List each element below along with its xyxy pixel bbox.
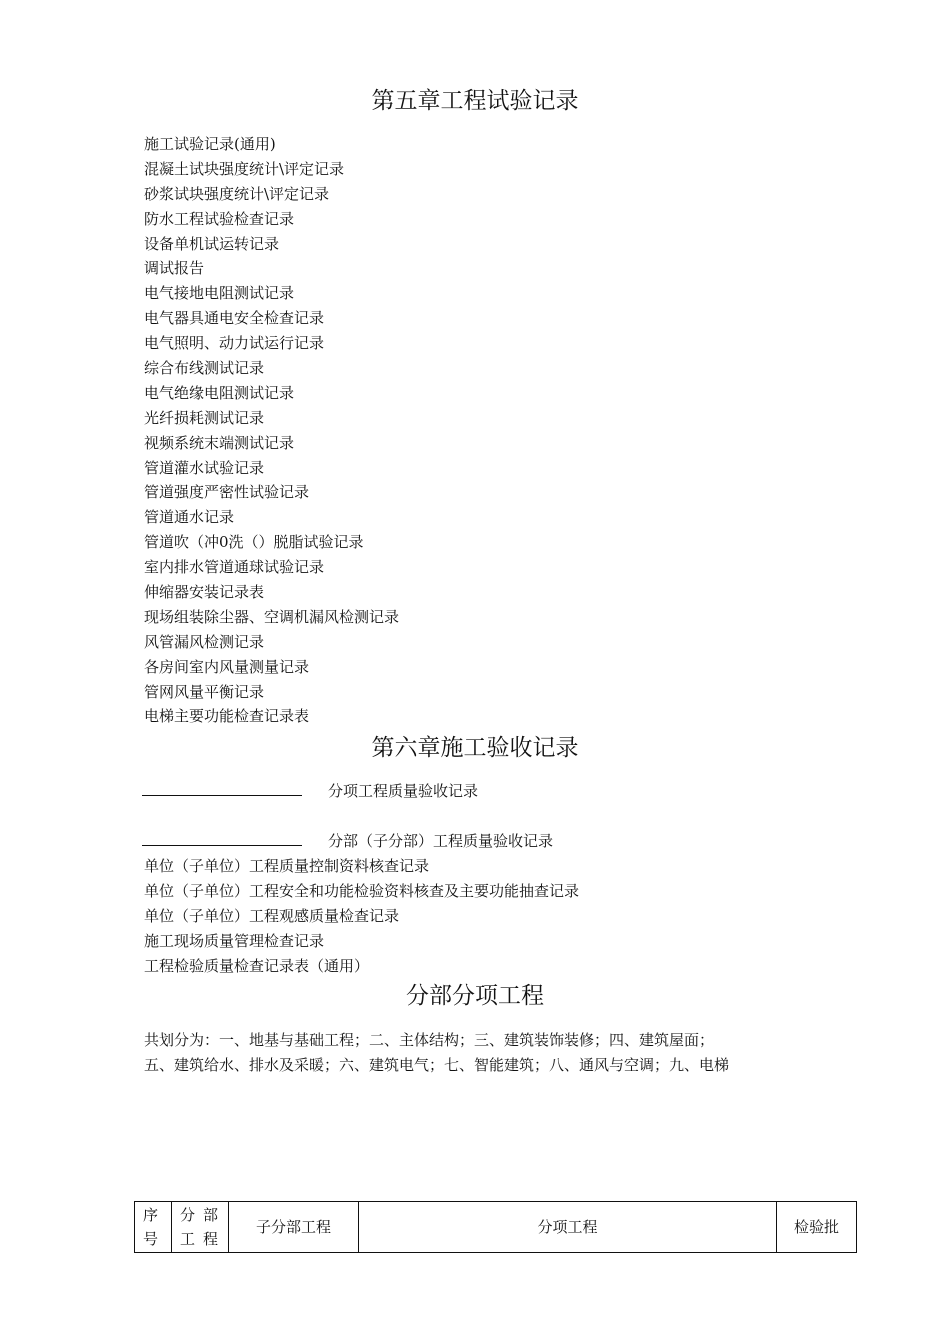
list-item: 各房间室内风量测量记录 (144, 657, 310, 676)
list-item: 混凝土试块强度统计\评定记录 (144, 159, 345, 178)
table-header-row (135, 1202, 857, 1253)
paragraph-line: 五、建筑给水、排水及采暖；六、建筑电气；七、智能建筑；八、通风与空调；九、电梯 (144, 1056, 730, 1074)
list-item: 单位（子单位）工程观感质量检查记录 (144, 906, 400, 925)
list-item: 风管漏风检测记录 (144, 632, 265, 651)
division-paragraph (144, 1028, 824, 1078)
list-item: 管道强度严密性试验记录 (144, 483, 310, 502)
header-cell-subdivision: 子分部工程 (229, 1202, 359, 1253)
list-item: 单位（子单位）工程安全和功能检验资料核查及主要功能抽查记录 (144, 881, 580, 900)
header-cell-index: 序号 (135, 1202, 172, 1253)
list-item: 施工现场质量管理检查记录 (144, 931, 325, 950)
list-item: 电气绝缘电阻测试记录 (144, 383, 295, 402)
list-item: 室内排水管道通球试验记录 (144, 558, 325, 577)
list-item: 施工试验记录(通用) (144, 135, 276, 153)
list-item: 设备单机试运转记录 (144, 234, 280, 253)
chapter6-title: 第六章施工验收记录 (371, 735, 579, 761)
blank-line-entry (142, 829, 553, 853)
header-cell-batch: 检验批 (777, 1202, 857, 1253)
list-item: 电气器具通电安全检查记录 (144, 309, 325, 328)
list-item: 管网风量平衡记录 (144, 682, 265, 701)
list-item: 电气接地电阻测试记录 (144, 284, 295, 303)
list-item: 电气照明、动力试运行记录 (144, 334, 325, 353)
chapter5-list (144, 132, 399, 729)
list-item: 防水工程试验检查记录 (144, 209, 295, 228)
header-cell-item: 分项工程 (359, 1202, 777, 1253)
list-item: 砂浆试块强度统计\评定记录 (144, 184, 330, 203)
list-item: 光纤损耗测试记录 (144, 408, 265, 427)
paragraph-line: 共划分为：一、地基与基础工程；二、主体结构；三、建筑装饰装修；四、建筑屋面； (144, 1031, 715, 1049)
list-item: 现场组装除尘器、空调机漏风检测记录 (144, 607, 400, 626)
fill-in-blank (142, 831, 302, 846)
division-title: 分部分项工程 (406, 983, 544, 1009)
chapter6-list (144, 854, 579, 978)
list-item: 视频系统末端测试记录 (144, 433, 295, 452)
list-item: 电梯主要功能检查记录表 (144, 707, 310, 726)
list-item: 调试报告 (144, 259, 205, 278)
chapter5-title: 第五章工程试验记录 (371, 88, 579, 114)
division-table (134, 1201, 857, 1253)
entry-label: 分项工程质量验收记录 (328, 782, 479, 800)
list-item: 管道吹（冲0洗（）脱脂试验记录 (144, 533, 364, 552)
fill-in-blank (142, 781, 302, 796)
header-cell-division: 分部工程 (172, 1202, 229, 1253)
blank-line-entry (142, 779, 478, 803)
entry-label: 分部（子分部）工程质量验收记录 (328, 832, 554, 850)
list-item: 工程检验质量检查记录表（通用） (144, 956, 370, 975)
list-item: 伸缩器安装记录表 (144, 583, 265, 602)
list-item: 综合布线测试记录 (144, 359, 265, 378)
list-item: 管道通水记录 (144, 508, 235, 527)
list-item: 管道灌水试验记录 (144, 458, 265, 477)
list-item: 单位（子单位）工程质量控制资料核查记录 (144, 857, 430, 875)
